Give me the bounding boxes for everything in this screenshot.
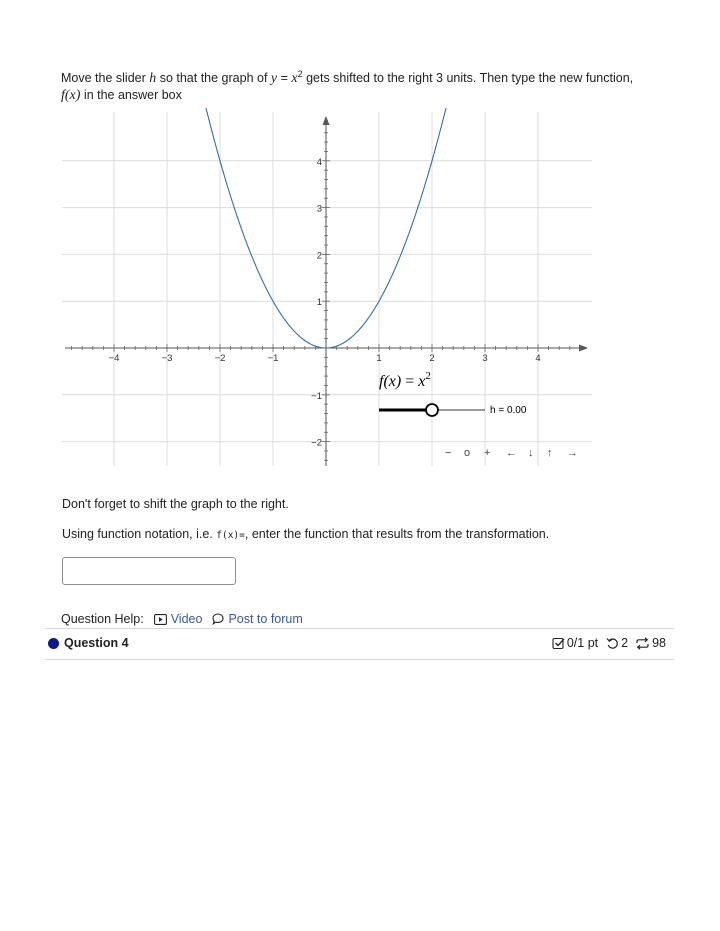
prompt-var-h: h (149, 71, 157, 87)
graph-applet[interactable] (57, 108, 597, 470)
y-tick-label: 4 (316, 156, 322, 168)
divider (45, 628, 674, 629)
graph-toolbar (445, 447, 578, 459)
speech-bubble-icon (212, 613, 224, 625)
zoom-out-button[interactable]: − (445, 447, 452, 459)
question-meta (552, 636, 666, 650)
question-prompt (61, 66, 671, 104)
tick-labels (109, 157, 541, 449)
x-tick-label: 1 (376, 353, 382, 364)
video-icon (154, 614, 167, 625)
x-tick-label: 3 (482, 353, 488, 364)
y-tick-label: 1 (316, 297, 322, 309)
reset-view-button[interactable]: o (464, 447, 471, 459)
answer-input[interactable] (62, 557, 236, 585)
retries (606, 636, 628, 650)
curve-label-eq: = (401, 373, 419, 390)
attempts (635, 636, 666, 650)
score-value: 0/1 pt (566, 636, 599, 650)
retries-value: 2 (621, 636, 629, 650)
instruction-text (62, 527, 549, 541)
forum-link-label[interactable]: Post to forum (228, 612, 303, 626)
video-link-label[interactable]: Video (170, 612, 203, 626)
prompt-text: Move the slider (61, 71, 150, 86)
zoom-in-button[interactable]: + (484, 447, 491, 459)
prompt-eq-sign: = (277, 71, 292, 86)
x-tick-label: −1 (267, 353, 279, 364)
hint-text: Don't forget to shift the graph to the right. (62, 497, 289, 511)
question-help (61, 612, 303, 626)
curve-label (379, 370, 431, 390)
curve-label-base: x (418, 373, 426, 390)
x-tick-label: −2 (214, 353, 226, 364)
forum-link[interactable] (212, 612, 302, 626)
x-tick-label: 4 (535, 353, 541, 364)
repeat-icon (635, 637, 650, 650)
question-help-label: Question Help: (61, 612, 144, 626)
prompt-eq-lhs: y (270, 71, 278, 87)
curve-label-exp: 2 (425, 370, 431, 382)
prompt-text: gets shifted to the right 3 units. Then type the new function, (302, 71, 634, 86)
y-tick-label: −1 (311, 390, 322, 402)
prompt-fx: f(x) (61, 88, 81, 104)
h-slider[interactable] (379, 404, 527, 416)
video-link[interactable] (154, 612, 203, 626)
pan-left-button[interactable]: ← (506, 447, 517, 459)
x-tick-label: −4 (108, 353, 120, 364)
y-tick-label: 3 (316, 203, 322, 215)
y-tick-label: −2 (311, 437, 322, 449)
prompt-eq-base: x (291, 71, 298, 87)
slider-handle[interactable] (426, 404, 438, 416)
retry-icon (606, 637, 619, 650)
x-tick-label: −3 (161, 353, 173, 364)
status-dot-icon (48, 638, 59, 649)
pan-up-button[interactable]: ↑ (547, 447, 553, 459)
question-status-row[interactable] (45, 633, 674, 655)
divider (45, 659, 674, 660)
slider-value-label: h = 0.00 (490, 405, 527, 416)
curve-label-lhs: f(x) (379, 373, 402, 390)
prompt-eq-exp: 2 (297, 69, 303, 79)
checkbox-icon (552, 637, 565, 650)
instruction-code: f(x)= (216, 530, 245, 541)
instruction-pre: Using function notation, i.e. (62, 527, 217, 541)
x-tick-label: 2 (429, 353, 435, 364)
score (552, 636, 598, 650)
prompt-text: in the answer box (80, 88, 182, 103)
pan-down-button[interactable]: ↓ (528, 447, 534, 459)
prompt-text: so that the graph of (156, 71, 271, 86)
attempts-value: 98 (652, 636, 666, 650)
pan-right-button[interactable]: → (567, 447, 578, 459)
instruction-post: , enter the function that results from the transformation. (244, 527, 550, 541)
question-label[interactable]: Question 4 (64, 636, 129, 650)
y-tick-label: 2 (316, 250, 322, 262)
